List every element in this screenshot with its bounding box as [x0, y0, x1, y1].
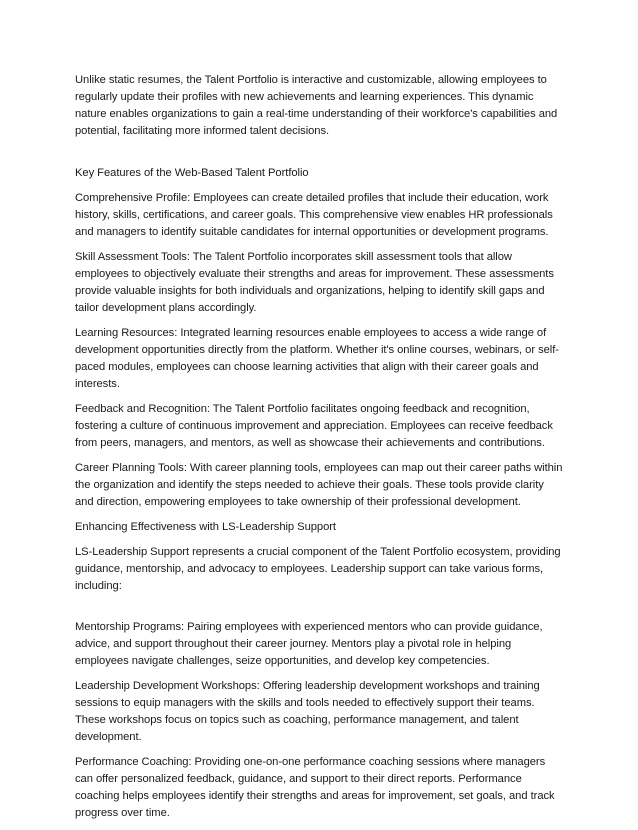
paragraph-career-planning-tools: Career Planning Tools: With career planning tools, employees can map out their career paths within the organization and identify the steps needed to achieve their goals. These tools provide clarity and direction, empowering employees to take ownership of their professional development.	[75, 462, 563, 508]
document-body	[75, 72, 565, 830]
section-heading-leadership-support: Enhancing Effectiveness with LS-Leadership Support	[75, 521, 336, 533]
paragraph-comprehensive-profile: Comprehensive Profile: Employees can create detailed profiles that include their education, work history, skills, certifications, and career goals. This comprehensive view enables HR professionals and managers to identify suitable candidates for internal opportunities or development programs.	[75, 192, 553, 238]
paragraph-skill-assessment-tools: Skill Assessment Tools: The Talent Portfolio incorporates skill assessment tools that allow employees to objectively evaluate their strengths and areas for improvement. These assessments provide valuable insights for both individuals and organizations, helping to identify skill gaps and tailor development plans accordingly.	[75, 251, 554, 314]
paragraph-feedback-recognition: Feedback and Recognition: The Talent Portfolio facilitates ongoing feedback and recognition, fostering a culture of continuous improvement and appreciation. Employees can receive feedback from peers, managers, and mentors, as well as showcase their achievements and contributions.	[75, 403, 553, 449]
paragraph-performance-coaching: Performance Coaching: Providing one-on-one performance coaching sessions where managers can offer personalized feedback, guidance, and support to their direct reports. Performance coaching helps employees identify their strengths and areas for improvement, set goals, and track progress over time.	[75, 756, 555, 819]
section-heading-key-features: Key Features of the Web-Based Talent Portfolio	[75, 167, 309, 179]
intro-paragraph: Unlike static resumes, the Talent Portfolio is interactive and customizable, allowing employees to regularly update their profiles with new achievements and learning experiences. This dynamic nature enables organizations to gain a real-time understanding of their workforce's capabilities and potential, facilitating more informed talent decisions.	[75, 74, 558, 137]
paragraph-learning-resources: Learning Resources: Integrated learning resources enable employees to access a wide range of development opportunities directly from the platform. Whether it's online courses, webinars, or self-paced modules, employees can choose learning activities that align with their career goals and interests.	[75, 327, 559, 390]
paragraph-mentorship-programs: Mentorship Programs: Pairing employees with experienced mentors who can provide guidance, advice, and support throughout their career journey. Mentors play a pivotal role in helping employees navigate challenges, seize opportunities, and develop key competencies.	[75, 621, 543, 667]
paragraph-leadership-support-intro: LS-Leadership Support represents a crucial component of the Talent Portfolio ecosystem, providing guidance, mentorship, and advocacy to employees. Leadership support can take various forms, including:	[75, 546, 561, 592]
paragraph-leadership-workshops: Leadership Development Workshops: Offering leadership development workshops and training sessions to equip managers with the skills and tools needed to effectively support their teams. These workshops focus on topics such as coaching, performance management, and talent development.	[75, 680, 540, 743]
